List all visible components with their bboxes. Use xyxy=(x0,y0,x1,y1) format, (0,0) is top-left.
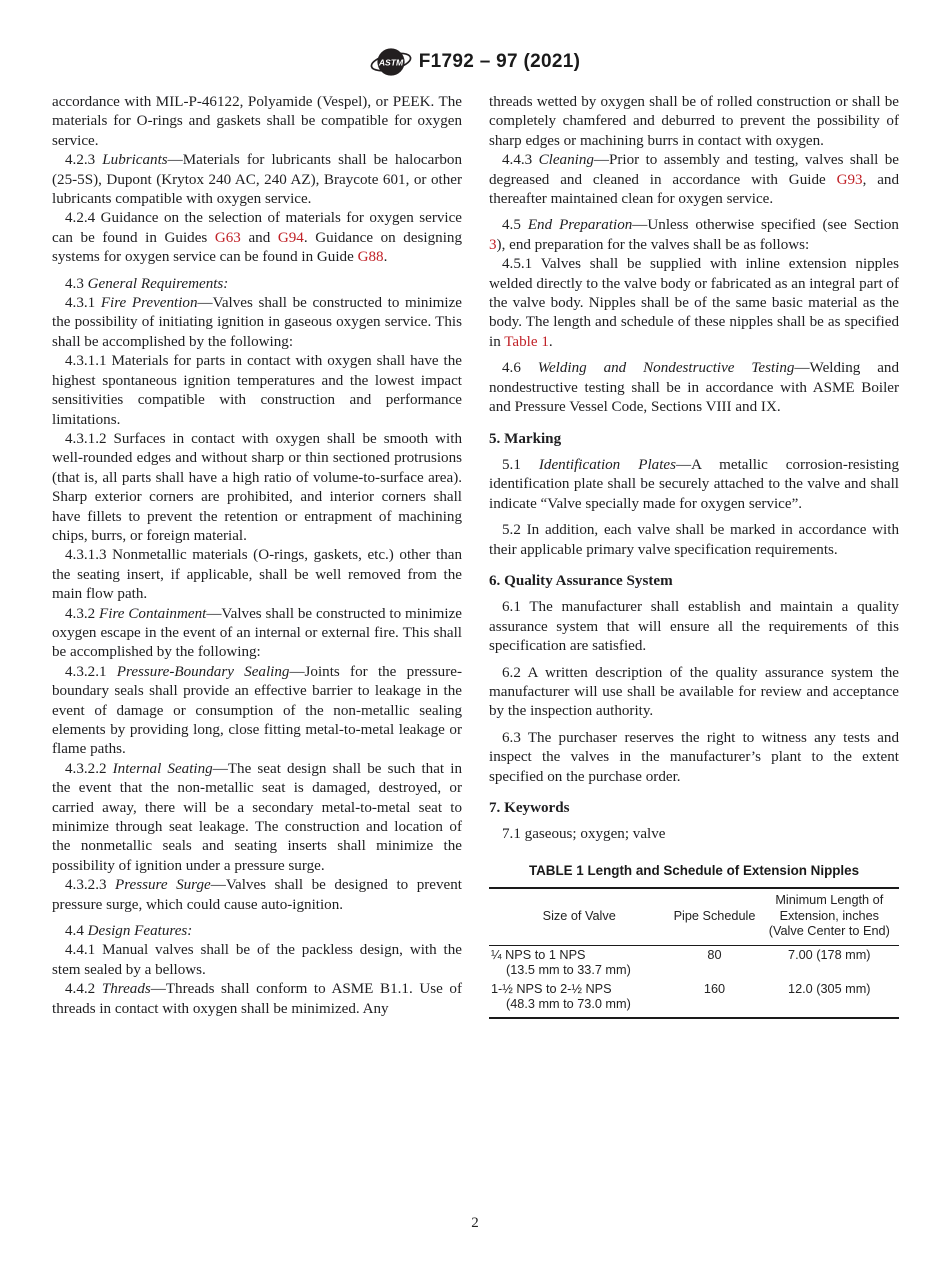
text-run: 4.2.3 xyxy=(65,152,103,169)
paragraph xyxy=(489,664,899,722)
text-run: 4.3.1.1 Materials for parts in contact with oxygen shall have the highest spontaneous ignition temperatures and the lowest impact sensitivities compatible with construction and performance limitations. xyxy=(52,353,462,428)
page-number: 2 xyxy=(471,1215,479,1231)
paragraph xyxy=(52,352,462,430)
table-column-header: Pipe Schedule xyxy=(673,908,756,923)
right-column xyxy=(489,93,899,1019)
text-run: End Preparation xyxy=(527,217,633,234)
text-run: Lubricants xyxy=(102,152,168,169)
text-run: accordance with MIL-P-46122, Polyamide (Vespel), or PEEK. The materials for O-rings and gaskets shall be compatible for oxygen service. xyxy=(52,94,462,149)
reference-link[interactable]: G94 xyxy=(277,229,304,246)
text-run: ), end preparation for the valves shall be as follows: xyxy=(496,236,810,253)
text-run: Cleaning xyxy=(538,152,594,169)
section-heading xyxy=(489,430,899,449)
svg-text:ASTM: ASTM xyxy=(378,57,403,68)
text-run: Fire Containment xyxy=(99,605,207,622)
paragraph xyxy=(489,255,899,352)
text-run: Internal Seating xyxy=(112,760,213,777)
paragraph xyxy=(489,216,899,255)
document-header xyxy=(0,44,950,80)
paragraph xyxy=(489,521,899,560)
table-header-row xyxy=(489,888,899,945)
reference-link[interactable]: 3 xyxy=(489,236,497,253)
table-1 xyxy=(489,861,899,1019)
text-run: —Threads shall conform to ASME B1.1. Use of threads in contact with oxygen shall be minimized. Any xyxy=(52,981,462,1017)
text-run: 4.3.2.2 xyxy=(65,760,113,777)
text-run: 4.3.1.3 Nonmetallic materials (O-rings, gaskets, etc.) other than the seating insert, if applicable, shall be well removed from the main flow path. xyxy=(52,547,462,603)
text-run: —The seat design shall be such that in the event that the non-metallic seat is damaged, destroyed, or carried away, there will be a secondary metal-to-metal seat to minimize through seat leakage. The construction and location of the nonmetallic seals and seating inserts shall minimize the possibility of ignition under a pressure surge. xyxy=(52,760,462,874)
paragraph xyxy=(489,598,899,656)
paragraph xyxy=(52,546,462,604)
reference-link[interactable]: G93 xyxy=(836,171,863,188)
text-run: , and thereafter maintained clean for oxygen service. xyxy=(489,171,899,208)
two-column-body xyxy=(52,93,898,1019)
text-run: —Valves shall be constructed to minimize the possibility of initiating ignition in gaseous oxygen service. This shall be accomplished by the following: xyxy=(52,295,462,350)
table-column-header: Minimum Length of Extension, inches (Valve Center to End) xyxy=(768,893,890,939)
text-run: 4.5.1 Valves shall be supplied with inline extension nipples welded directly to the valve body or fabricated as an integral part of the valve body. Nipples shall be of the same basic material as the body. The length and schedule of these nipples shall be as specified in xyxy=(489,256,899,350)
cell-minimum-length: 7.00 (178 mm) xyxy=(788,947,871,962)
text-run: 4.4.3 xyxy=(502,152,539,169)
paragraph xyxy=(489,93,899,151)
text-run: 6.2 A written description of the quality assurance system the manufacturer will use shall be available for review and acceptance by the inspection authority. xyxy=(489,664,899,720)
reference-link[interactable]: G88 xyxy=(357,249,384,266)
text-run: . Guidance on designing systems for oxygen service can be found in Guide xyxy=(52,229,463,266)
paragraph xyxy=(52,876,462,915)
text-run: 4.3.2.3 xyxy=(65,877,116,894)
text-run: 4.6 xyxy=(502,360,538,377)
text-run: —A metallic corrosion-resisting identification plate shall be securely attached to the valve and shall indicate “Valve specially made for oxygen service”. xyxy=(489,456,899,512)
text-run: 4.3.1.2 Surfaces in contact with oxygen shall be smooth with well-rounded edges and without sharp or thin sectioned protrusions (that is, all parts shall have a high ratio of volume-to-surface area). Sharp exterior corners are prohibited, and interior corners shall have fillets to prevent the retention or entrapment of machining chips, burrs, or foreign material. xyxy=(52,430,462,544)
astm-logo-icon xyxy=(370,44,412,80)
text-run: —Valves shall be constructed to minimize oxygen escape in the event of an internal or external fire. This shall be accomplished by the following: xyxy=(52,605,462,661)
text-run: 6.1 The manufacturer shall establish and maintain a quality assurance system that will ensure all the requirements of this specification are satisfied. xyxy=(489,599,899,655)
text-run: 7.1 gaseous; oxygen; valve xyxy=(502,826,666,843)
paragraph xyxy=(489,359,899,417)
paragraph xyxy=(52,275,462,294)
text-run: 4.2.4 Guidance on the selection of materials for oxygen service can be found in Guides xyxy=(52,210,462,246)
cell-minimum-length: 12.0 (305 mm) xyxy=(788,981,871,996)
page-footer xyxy=(0,1215,950,1232)
reference-link[interactable]: G63 xyxy=(214,229,241,246)
paragraph xyxy=(52,941,462,980)
text-run: Pressure-Boundary Sealing xyxy=(116,663,290,680)
paragraph xyxy=(489,825,899,844)
text-run: threads wetted by oxygen shall be of rolled construction or shall be completely chamfered and deburred to prevent the possibility of sharp edges or machining burrs in contact with oxygen. xyxy=(489,94,899,149)
text-run: Pressure Surge xyxy=(115,877,211,894)
text-run: 7. Keywords xyxy=(489,800,570,816)
text-run: 4.5 xyxy=(502,217,528,234)
paragraph xyxy=(52,980,462,1019)
text-run: Identification Plates xyxy=(538,456,676,473)
paragraph xyxy=(489,729,899,787)
paragraph xyxy=(489,151,899,209)
text-run: 4.4 xyxy=(65,923,88,940)
paragraph xyxy=(52,922,462,941)
cell-pipe-schedule: 160 xyxy=(703,981,726,996)
left-column xyxy=(52,93,462,1019)
text-run: 5.2 In addition, each valve shall be marked in accordance with their applicable primary valve specification requirements. xyxy=(489,522,899,558)
paragraph xyxy=(489,456,899,514)
text-run: General Requirements: xyxy=(87,275,229,292)
text-run: 4.3 xyxy=(65,275,88,292)
text-run: —Prior to assembly and testing, valves shall be degreased and cleaned in accordance with Guide xyxy=(489,152,899,188)
document-code: F1792 – 97 (2021) xyxy=(418,51,581,72)
paragraph xyxy=(52,663,462,760)
paragraph xyxy=(52,760,462,876)
table-row xyxy=(489,980,899,1018)
text-run: 5. Marking xyxy=(489,430,562,447)
section-heading xyxy=(489,799,899,818)
cell-size-of-valve: ¼ NPS to 1 NPS (13.5 mm to 33.7 mm) xyxy=(491,947,631,978)
text-run: Welding and Nondestructive Testing xyxy=(537,360,795,377)
text-run: and xyxy=(240,229,278,246)
reference-link[interactable]: Table 1 xyxy=(504,333,549,350)
text-run: 4.4.1 Manual valves shall be of the packless design, with the stem sealed by a bellows. xyxy=(52,942,462,978)
text-run: —Materials for lubricants shall be halocarbon (25-5S), Dupont (Krytox 240 AC, 240 AZ), Braycote 601, or other lubricants compatible with oxygen service. xyxy=(52,152,462,208)
paragraph xyxy=(52,294,462,352)
text-run: . xyxy=(383,249,388,266)
text-run: 4.4.2 xyxy=(65,981,102,998)
text-run: 5.1 xyxy=(502,456,539,473)
paragraph xyxy=(52,605,462,663)
text-run: Threads xyxy=(101,981,151,998)
text-run: —Welding and nondestructive testing shall be in accordance with ASME Boiler and Pressure Vessel Code, Sections VIII and IX. xyxy=(489,360,899,416)
text-run: Design Features: xyxy=(87,923,193,940)
text-run: Fire Prevention xyxy=(100,295,198,312)
paragraph xyxy=(52,151,462,209)
paragraph xyxy=(52,209,462,267)
cell-pipe-schedule: 80 xyxy=(707,947,722,962)
text-run: —Valves shall be designed to prevent pressure surge, which could cause auto-ignition. xyxy=(52,877,462,913)
text-run: . xyxy=(548,333,553,350)
paragraph xyxy=(52,430,462,546)
paragraph xyxy=(52,93,462,151)
text-run: 6.3 The purchaser reserves the right to witness any tests and inspect the valves in the manufacturer’s plant to the extent specified on the purchase order. xyxy=(489,729,899,785)
table-1-title: TABLE 1 Length and Schedule of Extension Nipples xyxy=(528,862,860,878)
text-run: 4.3.2 xyxy=(65,605,100,622)
table-row xyxy=(489,945,899,980)
text-run: —Unless otherwise specified (see Section xyxy=(632,217,899,234)
extension-nipples-table xyxy=(489,887,899,1019)
text-run: 6. Quality Assurance System xyxy=(489,572,673,589)
text-run: 4.3.1 xyxy=(65,295,101,312)
text-run: —Joints for the pressure-boundary seals shall provide an effective barrier to leakage in the event of damage or consumption of the non-metallic sealing elements by providing long, close fitting metal-to-metal leakage or flame paths. xyxy=(52,663,462,758)
text-run: 4.3.2.1 xyxy=(65,663,117,680)
cell-size-of-valve: 1-½ NPS to 2-½ NPS (48.3 mm to 73.0 mm) xyxy=(491,981,631,1012)
right-column-text xyxy=(489,93,899,845)
table-column-header: Size of Valve xyxy=(542,908,616,923)
section-heading xyxy=(489,572,899,591)
